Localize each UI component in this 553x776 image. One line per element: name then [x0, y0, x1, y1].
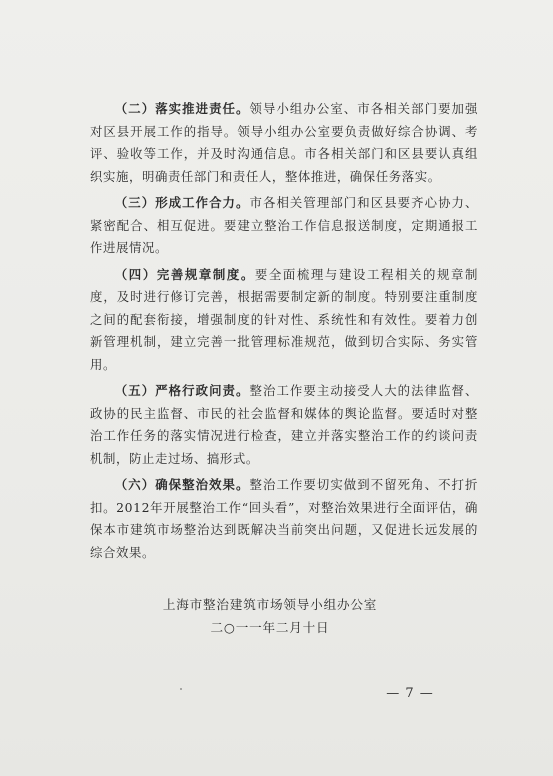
signature-organization: 上海市整治建筑市场领导小组办公室: [162, 597, 378, 612]
paragraph-effectiveness: [90, 474, 478, 564]
paragraph-heading: （五）严格行政问责。: [114, 383, 250, 398]
paragraph-text: 整治工作要切实做到不留死角、不打折扣。2012年开展整治工作“回头看”，对整治效果进行全面评估，确保本市建筑市场整治达到既解决当前突出问题，又促进长远发展的综合效果。: [90, 477, 479, 560]
paragraph-text: 市各相关管理部门和区县要齐心协力、紧密配合、相互促进。要建立整治工作信息报送制度，定期通报工作进展情况。: [90, 195, 479, 255]
paragraph-text: 整治工作要主动接受人大的法律监督、政协的民主监督、市民的社会监督和媒体的舆论监督。要适时对整治工作任务的落实情况进行检查，建立并落实整治工作的约谈问责机制，防止走过场、搞形式。: [90, 383, 479, 466]
paragraph-heading: （四）完善规章制度。: [114, 266, 255, 282]
paragraph-regulations: [90, 264, 478, 377]
paragraph-heading: （二）落实推进责任。: [114, 101, 250, 116]
paragraph-heading: （三）形成工作合力。: [114, 195, 250, 210]
signature-date: 二○一一年二月十日: [210, 620, 330, 635]
paragraph-text: 要全面梳理与建设工程相关的规章制度，及时进行修订完善，根据需要制定新的制度。特别要注重制度之间的配套衔接，增强制度的针对性、系统性和有效性。要着力创新管理机制，建立完善一批管理标准规范，做到切合实际、务实管用。: [90, 266, 479, 372]
paragraph-responsibility: [90, 98, 478, 188]
document-body: [90, 98, 478, 568]
paragraph-heading: （六）确保整治效果。: [114, 477, 250, 492]
paragraph-synergy: [90, 192, 478, 260]
scan-speck: [180, 688, 182, 690]
paragraph-text: 领导小组办公室、市各相关部门要加强对区县开展工作的指导。领导小组办公室要负责做好综合协调、考评、验收等工作，并及时沟通信息。市各相关部门和区县要认真组织实施，明确责任部门和责任人，整体推进，确保任务落实。: [90, 101, 479, 184]
paragraph-accountability: [90, 380, 478, 470]
page-number: — 7 —: [386, 686, 434, 701]
